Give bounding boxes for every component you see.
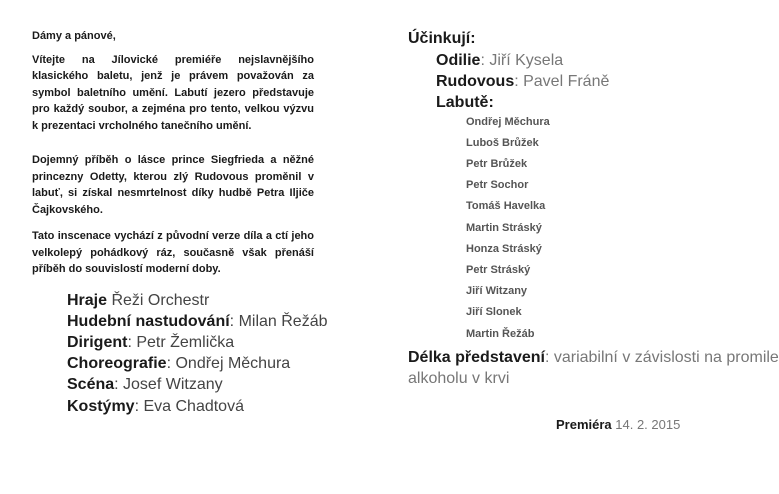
credit-music-direction: Hudební nastudování: Milan Řežáb [67,313,328,330]
credit-choreography: Choreografie: Ondřej Měchura [67,355,291,372]
swan-dancer: Petr Brůžek [466,158,528,170]
swan-dancer: Petr Sochor [466,179,529,191]
credit-conductor: Dirigent: Petr Žemlička [67,334,235,351]
cast-swans-heading: Labutě: [436,94,494,111]
premiere-date: Premiéra 14. 2. 2015 [556,417,681,432]
paragraph-intro: Vítejte na Jílovické premiéře nejslavnějšího klasického baletu, jenž je právem považován za symbol baletního umění. Labutí jezero představuje pro každý soubor, a zejména pro tento, velkou výzvu k prezentaci vrcholného tanečního umění. [32,53,314,132]
paragraph-story: Dojemný příběh o lásce prince Siegfrieda a něžné princezny Odetty, kterou zlý Rudovous proměnil v labuť, si získal nesmrtelnost díky hudbě Petra Iljiče Čajkovského. [32,154,314,216]
swan-dancer: Martin Řežáb [466,328,535,340]
credit-costumes: Kostýmy: Eva Chadtová [67,398,244,415]
cast-odilie: Odilie: Jiří Kysela [436,52,564,69]
greeting: Dámy a pánové, [32,30,116,42]
cast-rudovous: Rudovous: Pavel Fráně [436,73,610,90]
credit-scene: Scéna: Josef Witzany [67,376,223,393]
show-length-continued: alkoholu v krvi [408,370,510,387]
swan-dancer: Petr Stráský [466,264,531,276]
show-length: Délka představení: variabilní v závislosti na promile [408,349,779,366]
swan-dancer: Jiří Slonek [466,306,522,318]
swan-dancer: Luboš Brůžek [466,137,539,149]
cast-heading: Účinkují: [408,30,476,47]
swan-dancer: Martin Stráský [466,222,542,234]
credit-orchestra: Hraje Řeži Orchestr [67,292,210,309]
welcome-letter [32,28,314,278]
swan-dancer: Ondřej Měchura [466,116,550,128]
swan-dancer: Tomáš Havelka [466,200,546,212]
paragraph-production: Tato inscenace vychází z původní verze díla a ctí jeho velkolepý pohádkový ráz, současně však přenáší příběh do souvislostí moderní doby. [32,230,314,275]
swan-dancer: Honza Stráský [466,243,542,255]
swan-dancer: Jiří Witzany [466,285,528,297]
